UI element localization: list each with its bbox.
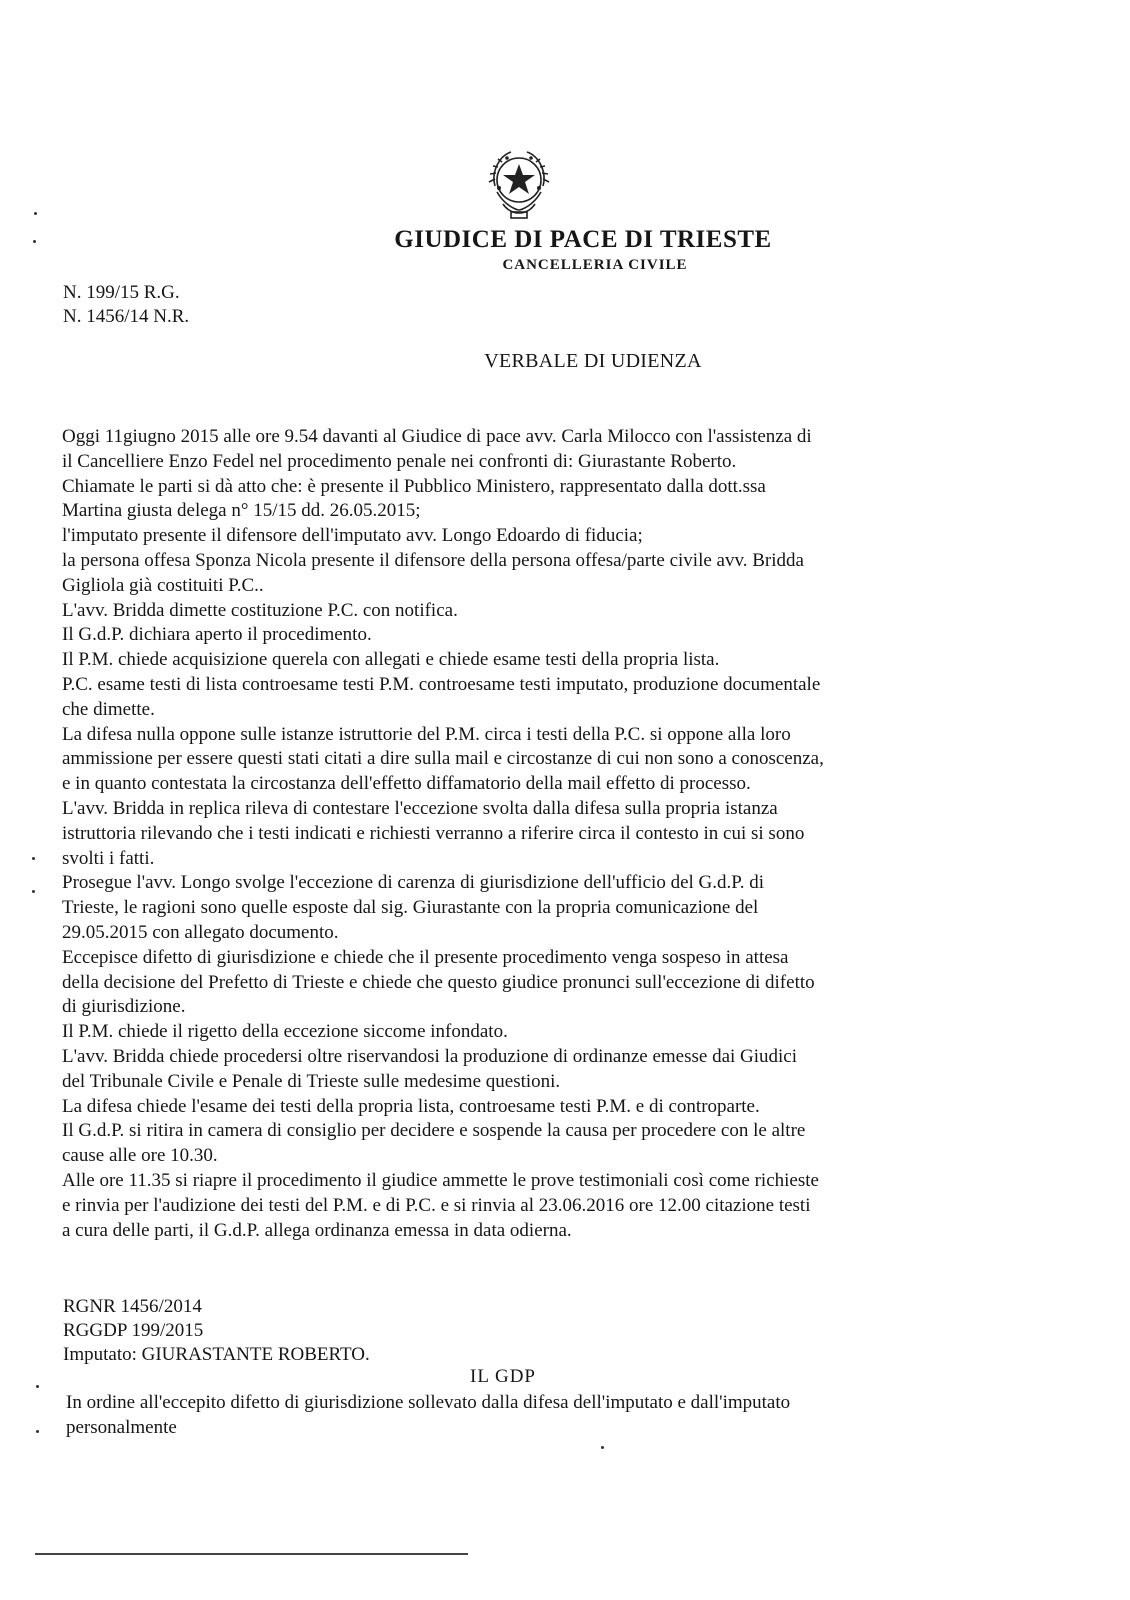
body-line: della decisione del Prefetto di Trieste e chiede che questo giudice pronunci sull'eccezione di difetto: [62, 971, 815, 993]
body-line: del Tribunale Civile e Penale di Trieste sulle medesime questioni.: [62, 1070, 561, 1092]
body-line: Martina giusta delega n° 15/15 dd. 26.05.2015;: [62, 500, 421, 522]
body-line: L'avv. Bridda in replica rileva di contestare l'eccezione svolta dalla difesa sulla propria istanza: [62, 797, 778, 819]
scan-speck: [32, 857, 35, 860]
scan-speck: [33, 240, 36, 243]
body-line: 29.05.2015 con allegato documento.: [62, 921, 339, 943]
scan-speck: [34, 212, 37, 215]
court-name: GIUDICE DI PACE DI TRIESTE: [394, 226, 772, 253]
gdp-heading: IL GDP: [470, 1366, 536, 1387]
body-line: che dimette.: [62, 698, 155, 720]
scan-speck: [36, 1385, 39, 1388]
body-line: cause alle ore 10.30.: [62, 1145, 218, 1167]
scan-speck: [601, 1446, 604, 1449]
case-ref-rg: N. 199/15 R.G.: [63, 282, 180, 303]
body-line: Alle ore 11.35 si riapre il procedimento il giudice ammette le prove testimoniali così come richieste: [62, 1169, 819, 1191]
body-line: P.C. esame testi di lista controesame testi P.M. controesame testi imputato, produzione documentale: [62, 673, 821, 695]
body-line: il Cancelliere Enzo Fedel nel procedimento penale nei confronti di: Giurastante Roberto.: [62, 450, 737, 472]
order-opening: [66, 1390, 790, 1440]
scan-speck: [32, 890, 35, 893]
order-line: personalmente: [66, 1417, 177, 1438]
body-line: di giurisdizione.: [62, 996, 186, 1018]
rgnr-number: RGNR 1456/2014: [63, 1296, 202, 1317]
hearing-minutes-body: [62, 425, 1062, 1243]
italian-republic-emblem-icon: [481, 142, 557, 222]
office-name: CANCELLERIA CIVILE: [502, 257, 688, 273]
body-line: Oggi 11giugno 2015 alle ore 9.54 davanti al Giudice di pace avv. Carla Milocco con l'assistenza di: [62, 426, 812, 447]
body-line: Il G.d.P. dichiara aperto il procedimento.: [62, 624, 372, 646]
body-line: svolti i fatti.: [62, 847, 155, 869]
body-line: Il P.M. chiede acquisizione querela con allegati e chiede esame testi della propria lista.: [62, 649, 720, 671]
body-line: Eccepisce difetto di giurisdizione e chiede che il presente procedimento venga sospeso in attesa: [62, 946, 789, 968]
body-line: Prosegue l'avv. Longo svolge l'eccezione di carenza di giurisdizione dell'ufficio del G.d.P. di: [62, 872, 764, 894]
body-line: La difesa chiede l'esame dei testi della propria lista, controesame testi P.M. e di controparte.: [62, 1095, 760, 1117]
body-line: Gigliola già costituiti P.C..: [62, 574, 264, 596]
body-line: istruttoria rilevando che i testi indicati e richiesti verranno a riferire circa il contesto in cui si sono: [62, 822, 805, 844]
body-line: Il G.d.P. si ritira in camera di consiglio per decidere e sospende la causa per procedere con le altre: [62, 1120, 806, 1142]
body-line: e rinvia per l'audizione dei testi del P.M. e di P.C. e si rinvia al 23.06.2016 ore 12.00 citazione testi: [62, 1194, 811, 1216]
defendant-name: Imputato: GIURASTANTE ROBERTO.: [63, 1344, 370, 1365]
bottom-rule: [35, 1553, 468, 1555]
scan-speck: [36, 1430, 39, 1433]
document-title: VERBALE DI UDIENZA: [484, 350, 702, 372]
case-summary: [63, 1295, 370, 1367]
body-line: La difesa nulla oppone sulle istanze istruttorie del P.M. circa i testi della P.C. si oppone alla loro: [62, 723, 791, 745]
case-ref-nr: N. 1456/14 N.R.: [63, 306, 190, 327]
body-line: L'avv. Bridda dimette costituzione P.C. con notifica.: [62, 599, 458, 621]
body-line: e in quanto contestata la circostanza dell'effetto diffamatorio della mail effetto di processo.: [62, 773, 751, 795]
body-line: la persona offesa Sponza Nicola presente il difensore della persona offesa/parte civile avv. Bridda: [62, 549, 804, 571]
body-line: L'avv. Bridda chiede procedersi oltre riservandosi la produzione di ordinanze emesse dai Giudici: [62, 1045, 798, 1067]
body-line: ammissione per essere questi stati citati a dire sulla mail e circostanze di cui non sono a conoscenza,: [62, 748, 824, 770]
body-line: Chiamate le parti si dà atto che: è presente il Pubblico Ministero, rappresentato dalla dott.ssa: [62, 475, 766, 497]
body-line: a cura delle parti, il G.d.P. allega ordinanza emessa in data odierna.: [62, 1219, 572, 1241]
body-line: Il P.M. chiede il rigetto della eccezione siccome infondato.: [62, 1021, 508, 1043]
order-line: In ordine all'eccepito difetto di giurisdizione sollevato dalla difesa dell'imputato e dall'imputato: [66, 1392, 791, 1413]
body-line: Trieste, le ragioni sono quelle esposte dal sig. Giurastante con la propria comunicazione del: [62, 897, 759, 919]
rggdp-number: RGGDP 199/2015: [63, 1320, 204, 1341]
body-line: l'imputato presente il difensore dell'imputato avv. Longo Edoardo di fiducia;: [62, 525, 643, 547]
